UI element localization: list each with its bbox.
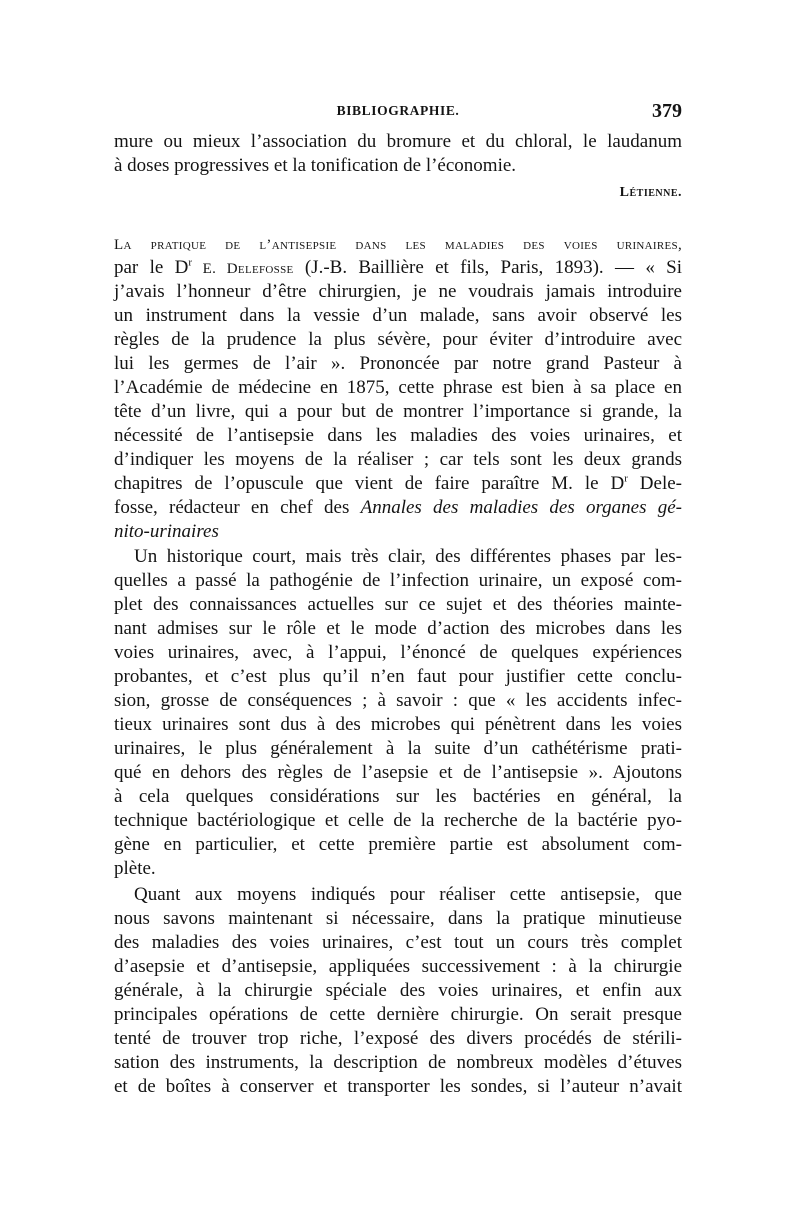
paragraph-first-line: Un historique court, mais très clair, des différentes phases par les-: [134, 546, 682, 567]
text-fragment: par le D: [114, 257, 189, 278]
text-line: j’avais l’honneur d’être chirurgien, je ne voudrais jamais introduire: [114, 281, 682, 302]
text-line: et de boîtes à conserver et transporter les sondes, si l’auteur n’avait: [114, 1076, 682, 1097]
text-line: lui les germes de l’air ». Prononcée par notre grand Pasteur à: [114, 353, 682, 374]
text-line: d’indiquer les moyens de la réaliser ; car tels sont les deux grands: [114, 449, 682, 470]
paragraph-first-line: Quant aux moyens indiqués pour réaliser cette antisepsie, que: [134, 884, 682, 905]
text-line: générale, à la chirurgie spéciale des voies urinaires, et enfin aux: [114, 980, 682, 1001]
text-fragment: Dele-: [627, 473, 682, 494]
text-line: nito-urinaires: [114, 521, 219, 542]
text-line: tenté de trouver trop riche, l’exposé des divers procédés de stérili-: [114, 1028, 682, 1049]
page-header: [114, 100, 682, 124]
author-name: E. Delefosse: [192, 261, 294, 277]
text-line: tieux urinaires sont dus à des microbes qui pénètrent dans les voies: [114, 714, 682, 735]
text-line: tête d’un livre, qui a pour but de montrer l’importance si grande, la: [114, 401, 682, 422]
text-line: principales opérations de cette dernière chirurgie. On serait presque: [114, 1004, 682, 1025]
text-line: un instrument dans la vessie d’un malade, sans avoir observé les: [114, 305, 682, 326]
text-line: règles de la prudence la plus sévère, pour éviter d’introduire avec: [114, 329, 682, 350]
text-line: nant admises sur le rôle et le mode d’action des microbes dans les: [114, 618, 682, 639]
page-number: 379: [652, 100, 682, 122]
text-line: sation des instruments, la description de nombreux modèles d’étuves: [114, 1052, 682, 1073]
text-fragment: (J.-B. Baillière et fils, Paris, 1893). — « Si: [293, 257, 682, 278]
text-line: des maladies des voies urinaires, c’est tout un cours très complet: [114, 932, 682, 953]
text-line: nécessité de l’antisepsie dans les maladies des voies urinaires, et: [114, 425, 682, 446]
running-head: BIBLIOGRAPHIE.: [336, 103, 460, 118]
superscript: r: [624, 472, 628, 485]
text-line: l’Académie de médecine en 1875, cette phrase est bien à sa place en: [114, 377, 682, 398]
text-fragment: chapitres de l’opuscule que vient de faire paraître M. le D: [114, 473, 625, 494]
text-line: voies urinaires, avec, à l’appui, l’énoncé de quelques expériences: [114, 642, 682, 663]
text-line: gène en particulier, et cette première partie est absolument com-: [114, 834, 682, 855]
text-line: quelles a passé la pathogénie de l’infection urinaire, un exposé com-: [114, 570, 682, 591]
text-line: nous savons maintenant si nécessaire, dans la pratique minutieuse: [114, 908, 682, 929]
review-title-text: La pratique de l’antisepsie dans les maladies des voies urinaires,: [114, 237, 682, 253]
text-line: [114, 496, 682, 520]
text-line: technique bactériologique et celle de la recherche de la bactérie pyo-: [114, 810, 682, 831]
text-line: plète.: [114, 858, 156, 879]
text-line: plet des connaissances actuelles sur ce sujet et des théories mainte-: [114, 594, 682, 615]
text-line: urinaires, le plus généralement à la suite d’un cathétérisme prati-: [114, 738, 682, 759]
text-line: d’asepsie et d’antisepsie, appliquées successivement : à la chirurgie: [114, 956, 682, 977]
text-line: à cela quelques considérations sur les bactéries en général, la: [114, 786, 682, 807]
text-line: mure ou mieux l’association du bromure et du chloral, le laudanum: [114, 131, 682, 152]
text-line: [114, 472, 682, 496]
text-line: sion, grosse de conséquences ; à savoir : que « les accidents infec-: [114, 690, 682, 711]
superscript: r: [188, 256, 193, 269]
text-line: qué en dehors des règles de l’asepsie et de l’antisepsie ». Ajoutons: [114, 762, 682, 783]
review-title: [114, 232, 682, 256]
text-line: à doses progressives et la tonification de l’économie.: [114, 155, 517, 176]
text-fragment: fosse, rédacteur en chef des: [114, 497, 361, 518]
journal-title: Annales des maladies des organes gé-: [360, 497, 683, 518]
text-line: [114, 256, 682, 280]
reviewer-signature: Létienne.: [619, 185, 682, 200]
text-line: probantes, et c’est plus qu’il n’en faut pour justifier cette conclu-: [114, 666, 682, 687]
